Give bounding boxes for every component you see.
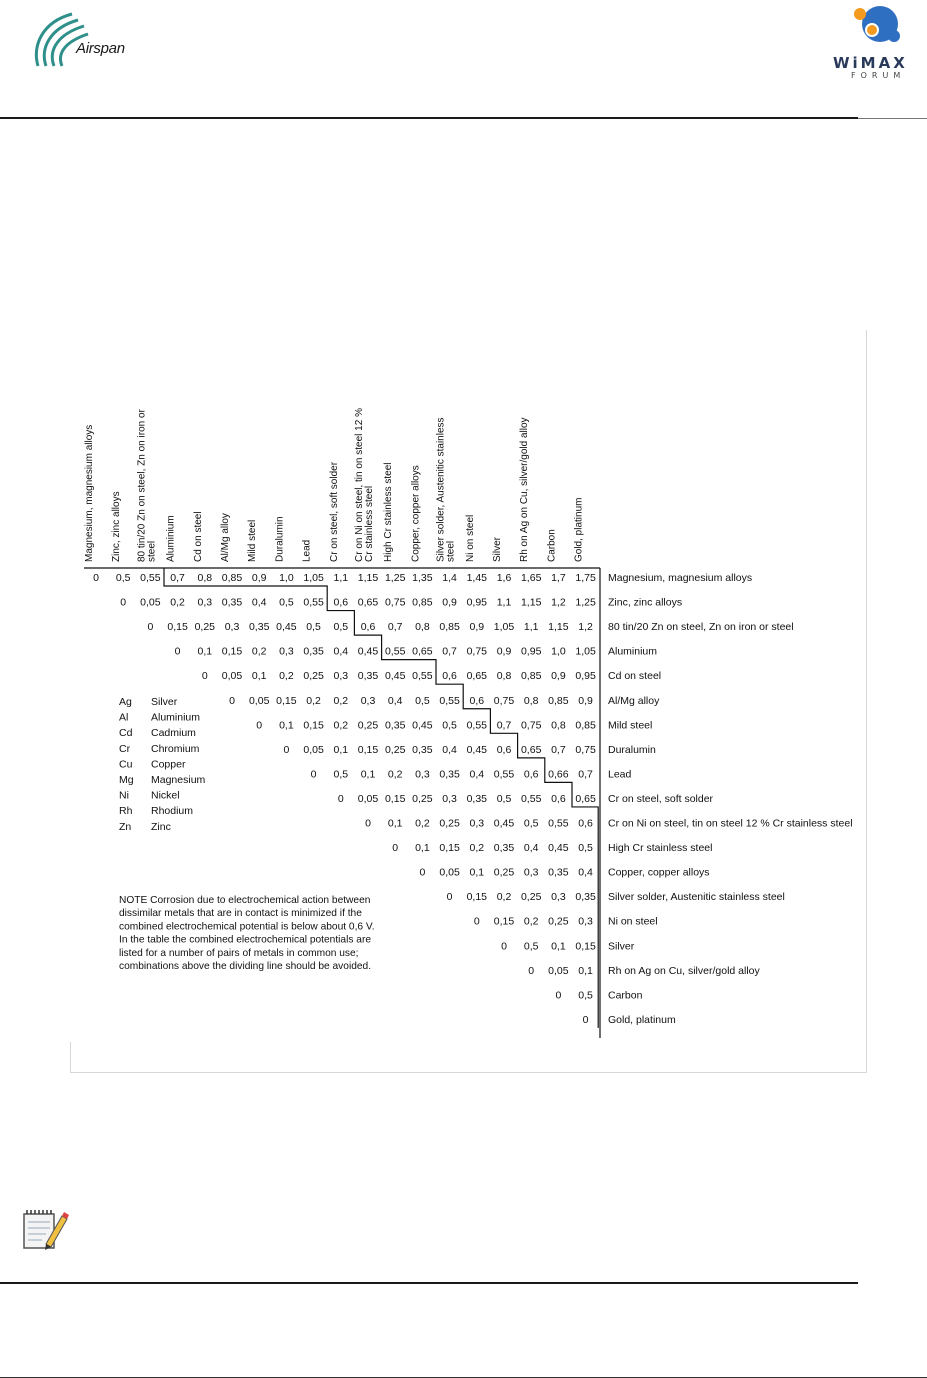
row-label: Silver solder, Austenitic stainless steel bbox=[608, 891, 785, 904]
table-cell: 0,25 bbox=[384, 743, 406, 756]
row-label: Duralumin bbox=[608, 743, 656, 756]
table-cell: 0,6 bbox=[551, 792, 566, 805]
table-cell: 0,1 bbox=[387, 817, 403, 830]
table-cell: 0,05 bbox=[357, 792, 379, 805]
table-cell: 0 bbox=[256, 719, 263, 732]
table-cell: 0,6 bbox=[578, 817, 593, 830]
row-label: Zinc, zinc alloys bbox=[608, 596, 683, 609]
table-cell: 0,2 bbox=[279, 670, 294, 683]
table-cell: 0,7 bbox=[387, 621, 403, 634]
table-cell: 0,65 bbox=[412, 645, 433, 658]
table-cell: 0,1 bbox=[551, 940, 566, 953]
legend-name: Zinc bbox=[151, 820, 171, 833]
table-cell: 1,05 bbox=[493, 621, 515, 634]
table-cell: 0,55 bbox=[439, 694, 460, 707]
wimax-dots-icon bbox=[828, 2, 920, 54]
table-cell: 0 bbox=[528, 964, 535, 977]
table-cell: 0 bbox=[501, 940, 507, 953]
table-cell: 0,35 bbox=[248, 621, 270, 634]
table-cell: 0,2 bbox=[387, 768, 403, 781]
table-cell: 0,9 bbox=[551, 670, 566, 683]
note-line: In the table the combined electrochemical potentials are bbox=[119, 934, 372, 946]
table-cell: 0,66 bbox=[548, 768, 569, 781]
table-cell: 0,45 bbox=[412, 719, 433, 732]
row-label: Copper, copper alloys bbox=[608, 866, 710, 879]
table-cell: 0,55 bbox=[384, 645, 406, 658]
table-cell: 0,8 bbox=[523, 694, 539, 707]
table-cell: 0,1 bbox=[360, 768, 376, 781]
table-cell: 0,1 bbox=[279, 719, 294, 732]
table-cell: 0,35 bbox=[575, 891, 596, 904]
table-cell: 0,65 bbox=[520, 743, 542, 756]
table-cell: 0,4 bbox=[578, 866, 593, 879]
table-cell: 0 bbox=[473, 915, 480, 928]
table-cell: 0,5 bbox=[578, 842, 593, 855]
legend-name: Magnesium bbox=[151, 774, 206, 786]
table-cell: 0,4 bbox=[523, 842, 539, 855]
table-cell: 0,35 bbox=[466, 792, 488, 805]
table-cell: 0,3 bbox=[442, 792, 457, 805]
table-cell: 0,45 bbox=[276, 621, 297, 634]
table-cell: 0,65 bbox=[575, 792, 596, 805]
table-cell: 0,2 bbox=[170, 596, 185, 609]
table-cell: 1,65 bbox=[520, 572, 542, 584]
header-rule-extension bbox=[858, 118, 927, 119]
table-cell: 0 bbox=[147, 621, 154, 634]
forum-wordmark: FORUM bbox=[851, 71, 906, 80]
table-cell: 0,2 bbox=[333, 719, 349, 732]
table-cell: 0,35 bbox=[303, 645, 324, 658]
table-cell: 0,6 bbox=[469, 694, 485, 707]
table-cell: 0,35 bbox=[548, 866, 569, 879]
table-cell: 0,45 bbox=[384, 670, 406, 683]
table-cell: 0,4 bbox=[469, 768, 485, 781]
column-header: Cd on steel bbox=[192, 511, 204, 562]
table-cell: 0,55 bbox=[303, 596, 324, 609]
table-cell: 0,5 bbox=[333, 768, 349, 781]
table-cell: 0,15 bbox=[466, 891, 488, 904]
table-cell: 0,25 bbox=[303, 670, 324, 683]
table-cell: 1,1 bbox=[333, 572, 349, 584]
table-cell: 0,15 bbox=[357, 743, 379, 756]
table-cell: 0,1 bbox=[251, 670, 267, 683]
note-line: NOTE Corrosion due to electrochemical action between bbox=[119, 895, 371, 906]
table-cell: 0,25 bbox=[412, 792, 433, 805]
table-cell: 0,5 bbox=[496, 792, 512, 805]
column-header: Al/Mg alloy bbox=[220, 513, 231, 562]
table-cell: 0 bbox=[392, 842, 399, 855]
legend-name: Cadmium bbox=[151, 727, 196, 740]
row-label: Cd on steel bbox=[608, 670, 662, 683]
table-cell: 0,85 bbox=[439, 621, 460, 634]
table-cell: 0,7 bbox=[170, 572, 185, 584]
table-cell: 0,85 bbox=[412, 596, 433, 609]
table-cell: 0,55 bbox=[412, 670, 433, 683]
table-cell: 0,7 bbox=[578, 768, 593, 781]
table-cell: 0,3 bbox=[197, 596, 213, 609]
table-cell: 0,45 bbox=[548, 842, 569, 855]
table-cell: 0,75 bbox=[520, 719, 542, 732]
column-header: 80 tin/20 Zn on steel, Zn on iron or bbox=[136, 409, 148, 562]
legend-name: Aluminium bbox=[151, 711, 201, 724]
table-cell: 0 bbox=[365, 817, 371, 830]
table-cell: 0,3 bbox=[551, 891, 566, 904]
table-cell: 0,5 bbox=[523, 817, 539, 830]
legend-symbol: Cd bbox=[119, 727, 133, 740]
note-icon bbox=[18, 1206, 70, 1254]
table-cell: 0,95 bbox=[466, 596, 488, 609]
table-cell: 0,05 bbox=[221, 670, 243, 683]
table-cell: 0,6 bbox=[523, 768, 539, 781]
table-cell: 0,95 bbox=[575, 670, 596, 683]
table-cell: 0,05 bbox=[439, 866, 460, 879]
table-cell: 0,7 bbox=[496, 719, 512, 732]
table-cell: 0,2 bbox=[251, 645, 267, 658]
table-cell: 0,1 bbox=[197, 645, 213, 658]
table-cell: 0,5 bbox=[306, 621, 321, 634]
table-cell: 0,65 bbox=[466, 670, 488, 683]
legend-name: Rhodium bbox=[151, 805, 194, 818]
table-cell: 0,45 bbox=[357, 645, 379, 658]
table-cell: 0,75 bbox=[384, 596, 406, 609]
wimax-wordmark: WiMAX bbox=[833, 54, 908, 72]
table-cell: 0,45 bbox=[466, 743, 488, 756]
table-cell: 0,5 bbox=[523, 940, 539, 953]
table-cell: 0,8 bbox=[415, 621, 430, 634]
table-cell: 1,45 bbox=[466, 572, 488, 584]
table-cell: 0,35 bbox=[439, 768, 460, 781]
column-header: Copper, copper alloys bbox=[410, 465, 422, 562]
table-cell: 0,7 bbox=[442, 645, 457, 658]
table-cell: 1,35 bbox=[412, 572, 433, 584]
table-cell: 0,05 bbox=[248, 694, 270, 707]
table-cell: 0,15 bbox=[493, 915, 515, 928]
row-label: Magnesium, magnesium alloys bbox=[608, 572, 753, 584]
column-header: Carbon bbox=[546, 529, 558, 562]
table-cell: 0,15 bbox=[575, 940, 596, 953]
table-cell: 0,6 bbox=[360, 621, 376, 634]
column-header: Rh on Ag on Cu, silver/gold alloy bbox=[519, 417, 531, 562]
table-cell: 0,6 bbox=[496, 743, 512, 756]
table-cell: 0 bbox=[582, 1013, 589, 1026]
airspan-logo-text: Airspan bbox=[76, 40, 125, 57]
table-cell: 0 bbox=[93, 572, 99, 584]
row-label: Lead bbox=[608, 768, 632, 781]
table-cell: 0,75 bbox=[575, 743, 596, 756]
body-rule bbox=[0, 1282, 858, 1284]
table-cell: 0,35 bbox=[357, 670, 379, 683]
table-cell: 1,75 bbox=[575, 572, 596, 584]
table-cell: 0,25 bbox=[194, 621, 216, 634]
table-cell: 0 bbox=[446, 891, 453, 904]
table-cell: 0 bbox=[283, 743, 290, 756]
row-label: Cr on Ni on steel, tin on steel 12 % Cr stainless steel bbox=[608, 817, 853, 830]
table-cell: 0,6 bbox=[442, 670, 457, 683]
table-cell: 0,4 bbox=[251, 596, 267, 609]
legend-symbol: Zn bbox=[119, 820, 132, 833]
legend-symbol: Ag bbox=[119, 696, 132, 708]
table-cell: 0,8 bbox=[496, 670, 512, 683]
column-header: Gold, platinum bbox=[573, 497, 585, 562]
column-header: Cr on steel, soft solder bbox=[328, 461, 340, 562]
table-cell: 0,35 bbox=[412, 743, 433, 756]
table-cell: 0,25 bbox=[439, 817, 460, 830]
legend-symbol: Cr bbox=[119, 742, 131, 755]
table-cell: 0,25 bbox=[548, 915, 569, 928]
table-cell: 0,55 bbox=[493, 768, 515, 781]
row-label: Mild steel bbox=[608, 719, 653, 732]
table-cell: 0,15 bbox=[303, 719, 324, 732]
table-cell: 0,4 bbox=[333, 645, 349, 658]
table-cell: 0,55 bbox=[466, 719, 488, 732]
table-cell: 0,35 bbox=[384, 719, 406, 732]
column-header: Cr stainless steel bbox=[364, 485, 375, 562]
table-cell: 0,5 bbox=[279, 596, 294, 609]
table-cell: 1,25 bbox=[384, 572, 406, 584]
table-cell: 0 bbox=[201, 670, 208, 683]
table-cell: 0,2 bbox=[333, 694, 349, 707]
table-cell: 0 bbox=[229, 694, 235, 707]
column-header: Silver solder, Austenitic stainless bbox=[435, 417, 447, 562]
table-cell: 0,85 bbox=[221, 572, 243, 584]
table-cell: 0 bbox=[419, 866, 426, 879]
legend-symbol: Mg bbox=[119, 774, 134, 786]
row-label: Ni on steel bbox=[608, 915, 658, 928]
legend-name: Silver bbox=[151, 696, 178, 708]
legend-symbol: Ni bbox=[119, 789, 129, 802]
table-cell: 0,9 bbox=[251, 572, 267, 584]
table-cell: 0,85 bbox=[548, 694, 569, 707]
column-header: Zinc, zinc alloys bbox=[111, 491, 123, 562]
header-rule bbox=[0, 117, 858, 119]
table-cell: 1,25 bbox=[575, 596, 596, 609]
table-cell: 0,5 bbox=[115, 572, 131, 584]
figure-frame-bottom bbox=[70, 1072, 867, 1073]
galvanic-table-figure bbox=[70, 330, 867, 1072]
table-cell: 1,15 bbox=[357, 572, 379, 584]
note-line: combined electrochemical potential is below about 0,6 V. bbox=[119, 921, 375, 933]
table-cell: 0,55 bbox=[140, 572, 161, 584]
table-cell: 0,8 bbox=[197, 572, 213, 584]
legend-name: Chromium bbox=[151, 742, 200, 755]
table-cell: 0,1 bbox=[469, 866, 485, 879]
table-cell: 0,1 bbox=[415, 842, 430, 855]
column-header: Silver bbox=[492, 536, 503, 562]
column-header: High Cr stainless steel bbox=[383, 462, 395, 562]
table-cell: 0,3 bbox=[523, 866, 539, 879]
table-cell: 0,9 bbox=[469, 621, 485, 634]
row-label: Gold, platinum bbox=[608, 1013, 676, 1026]
table-cell: 0,3 bbox=[469, 817, 485, 830]
table-cell: 1,15 bbox=[548, 621, 569, 634]
table-cell: 0 bbox=[555, 989, 562, 1002]
table-cell: 0,05 bbox=[140, 596, 161, 609]
airspan-logo bbox=[30, 8, 140, 70]
table-cell: 0,5 bbox=[415, 694, 430, 707]
column-header: Ni on steel bbox=[464, 514, 476, 562]
table-cell: 0,25 bbox=[357, 719, 379, 732]
table-cell: 1,1 bbox=[496, 596, 512, 609]
table-cell: 0,65 bbox=[357, 596, 379, 609]
table-cell: 0,8 bbox=[551, 719, 566, 732]
note-line: listed for a number of pairs of metals in common use; bbox=[119, 947, 359, 959]
table-cell: 1,0 bbox=[551, 645, 566, 658]
row-label: Rh on Ag on Cu, silver/gold alloy bbox=[608, 964, 760, 977]
table-cell: 0 bbox=[337, 792, 344, 805]
table-cell: 1,0 bbox=[279, 572, 294, 584]
table-cell: 0,75 bbox=[493, 694, 515, 707]
table-cell: 1,7 bbox=[551, 572, 566, 584]
row-label: Carbon bbox=[608, 989, 643, 1002]
table-cell: 1,05 bbox=[303, 572, 324, 584]
table-cell: 0,2 bbox=[415, 817, 430, 830]
table-cell: 0,05 bbox=[548, 964, 569, 977]
row-label: Cr on steel, soft solder bbox=[608, 792, 714, 805]
column-header: steel bbox=[445, 540, 457, 562]
table-cell: 0,15 bbox=[221, 645, 243, 658]
legend-name: Nickel bbox=[151, 789, 180, 802]
table-cell: 0,75 bbox=[466, 645, 488, 658]
table-cell: 0,95 bbox=[520, 645, 542, 658]
table-cell: 0,5 bbox=[578, 989, 593, 1002]
table-cell: 0,9 bbox=[496, 645, 512, 658]
table-cell: 1,1 bbox=[523, 621, 539, 634]
table-cell: 0,55 bbox=[520, 792, 542, 805]
table-cell: 0,15 bbox=[276, 694, 297, 707]
row-label: Silver bbox=[608, 940, 635, 953]
table-cell: 0,15 bbox=[384, 792, 406, 805]
table-cell: 0,85 bbox=[575, 719, 596, 732]
table-cell: 0,15 bbox=[439, 842, 460, 855]
table-cell: 1,6 bbox=[496, 572, 512, 584]
row-label: Aluminium bbox=[608, 645, 658, 658]
table-cell: 0,3 bbox=[224, 621, 240, 634]
table-cell: 0,2 bbox=[523, 915, 539, 928]
table-cell: 0,5 bbox=[333, 621, 349, 634]
note-line: dissimilar metals that are in contact is minimized if the bbox=[119, 908, 362, 920]
table-cell: 0,35 bbox=[221, 596, 243, 609]
table-cell: 0,25 bbox=[493, 866, 515, 879]
table-cell: 0,9 bbox=[442, 596, 457, 609]
column-header: Cr on Ni on steel, tin on steel 12 % bbox=[354, 408, 365, 562]
table-cell: 0,2 bbox=[496, 891, 512, 904]
table-cell: 0,1 bbox=[333, 743, 349, 756]
table-cell: 0,35 bbox=[493, 842, 515, 855]
table-cell: 1,2 bbox=[551, 596, 566, 609]
row-label: High Cr stainless steel bbox=[608, 842, 713, 855]
column-header: Lead bbox=[301, 539, 313, 562]
table-cell: 0,05 bbox=[303, 743, 324, 756]
table-cell: 0,7 bbox=[551, 743, 566, 756]
legend-symbol: Rh bbox=[119, 805, 133, 818]
column-header: Duralumin bbox=[274, 516, 286, 562]
column-header: Aluminium bbox=[165, 515, 177, 562]
legend-symbol: Cu bbox=[119, 758, 133, 771]
legend-name: Copper bbox=[151, 758, 186, 771]
table-cell: 1,05 bbox=[575, 645, 596, 658]
table-cell: 0,4 bbox=[442, 743, 457, 756]
table-cell: 0,4 bbox=[387, 694, 403, 707]
table-cell: 0,9 bbox=[578, 694, 593, 707]
table-cell: 0,55 bbox=[548, 817, 569, 830]
column-header: Mild steel bbox=[247, 519, 259, 562]
table-cell: 0,3 bbox=[279, 645, 294, 658]
airspan-swoosh-icon bbox=[30, 8, 140, 70]
table-cell: 0,1 bbox=[578, 964, 593, 977]
table-cell: 0,2 bbox=[469, 842, 485, 855]
column-header: Magnesium, magnesium alloys bbox=[84, 424, 95, 562]
table-cell: 1,15 bbox=[520, 596, 542, 609]
galvanic-potential-table bbox=[70, 330, 867, 1072]
table-cell: 0,2 bbox=[306, 694, 321, 707]
table-cell: 0,5 bbox=[442, 719, 457, 732]
row-label: 80 tin/20 Zn on steel, Zn on iron or steel bbox=[608, 621, 794, 634]
table-cell: 0,85 bbox=[520, 670, 542, 683]
table-cell: 0,3 bbox=[360, 694, 376, 707]
table-cell: 1,4 bbox=[442, 572, 457, 584]
row-label: Al/Mg alloy bbox=[608, 694, 660, 707]
table-cell: 0,3 bbox=[415, 768, 430, 781]
note-line: combinations above the dividing line should be avoided. bbox=[119, 961, 372, 972]
table-cell: 0,3 bbox=[333, 670, 349, 683]
table-cell: 0 bbox=[120, 596, 127, 609]
table-cell: 0 bbox=[310, 768, 317, 781]
table-cell: 1,2 bbox=[578, 621, 593, 634]
table-cell: 0,6 bbox=[333, 596, 349, 609]
table-cell: 0,3 bbox=[578, 915, 593, 928]
column-header: steel bbox=[146, 540, 158, 562]
table-cell: 0,45 bbox=[493, 817, 515, 830]
table-cell: 0,15 bbox=[167, 621, 188, 634]
legend-symbol: Al bbox=[119, 711, 129, 724]
table-cell: 0,25 bbox=[520, 891, 542, 904]
table-cell: 0 bbox=[174, 645, 181, 658]
